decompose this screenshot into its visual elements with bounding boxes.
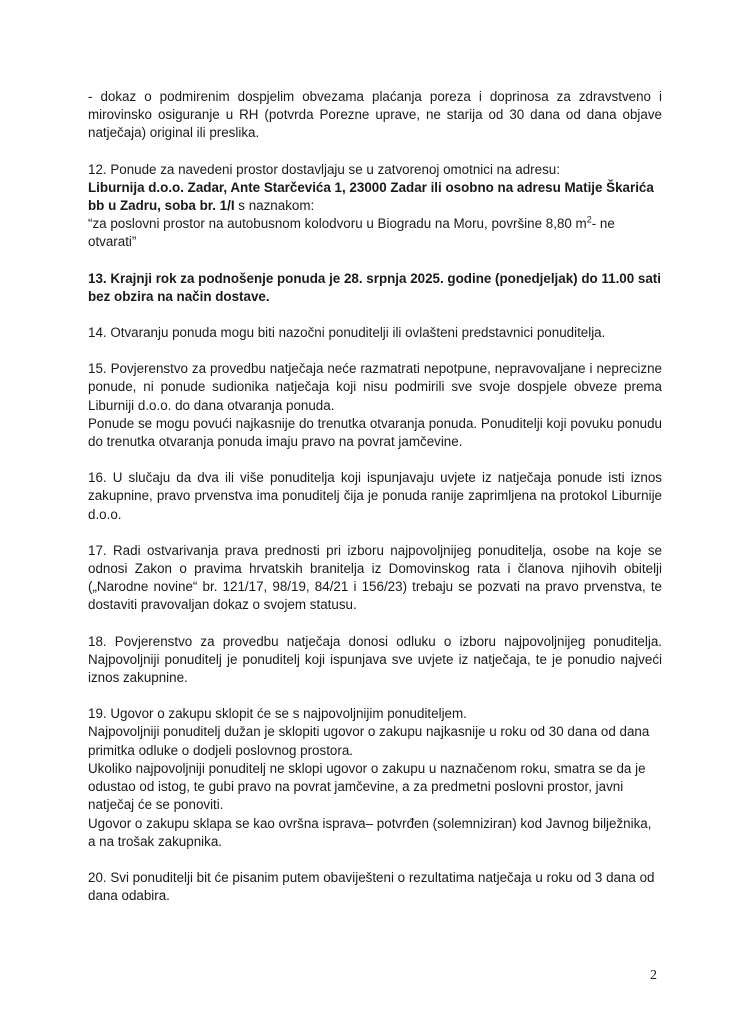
item-14-text: 14. Otvaranju ponuda mogu biti nazočni ponuditelji ili ovlašteni predstavnici ponuditelja. xyxy=(88,325,606,341)
item-12-marking-post: - ne otvarati” xyxy=(88,216,615,250)
item-12-marking xyxy=(88,215,662,251)
item-19-line-1: 19. Ugovor o zakupu sklopit će se s najpovoljnijim ponuditeljem. xyxy=(88,706,467,722)
paragraph-item-15 xyxy=(88,360,662,451)
paragraph-item-17 xyxy=(88,542,662,615)
item-18-text: 18. Povjerenstvo za provedbu natječaja donosi odluku o izboru najpovoljnijeg ponuditelja. Najpovoljniji ponuditelj je ponuditelj koji ispunjava sve uvjete iz natječaja, te je ponudio najveći iznos zakupnine. xyxy=(88,633,662,686)
item-12-marking-pre: “za poslovni prostor na autobusnom kolodvoru u Biogradu na Moru, površine 8,80 m xyxy=(88,216,587,232)
item-19-line-3: Ukoliko najpovoljniji ponuditelj ne sklopi ugovor o zakupu u naznačenom roku, smatra se da je odustao od istog, te gubi pravo na povrat jamčevine, a za predmetni poslovni prostor, javni natječaj će se ponoviti. xyxy=(88,760,646,813)
item-15-line-1: 15. Povjerenstvo za provedbu natječaja neće razmatrati nepotpune, nepravovaljane i neprecizne ponude, ni ponude sudionika natječaja koji nisu podmirili sve svoje dospjele obveze prema Liburniji d.o.o. do dana otvaranja ponuda. xyxy=(88,361,662,413)
item-12-intro: 12. Ponude za navedeni prostor dostavljaju se u zatvorenoj omotnici na adresu: xyxy=(88,161,560,177)
paragraph-item-16 xyxy=(88,469,662,524)
page-number: 2 xyxy=(650,968,657,983)
item-19-line-4: Ugovor o zakupu sklapa se kao ovršna isprava– potvrđen (solemniziran) kod Javnog bilježnika, a na trošak zakupnika. xyxy=(88,815,652,849)
item-12-address xyxy=(88,179,662,215)
item-12-marking-sup: 2 xyxy=(586,214,592,225)
item-13-text: 13. Krajnji rok za podnošenje ponuda je 28. srpnja 2025. godine (ponedjeljak) do 11.00 sati bez obzira na način dostave. xyxy=(88,270,661,304)
item-20-text: 20. Svi ponuditelji bit će pisanim putem obaviješteni o rezultatima natječaja u roku od 3 dana od dana odabira. xyxy=(88,869,655,904)
paragraph-item-12 xyxy=(88,161,662,252)
paragraph-item-19 xyxy=(88,705,662,851)
item-15-line-2: Ponude se mogu povući najkasnije do trenutka otvaranja ponuda. Ponuditelji koji povuku ponudu do trenutka otvaranja ponuda imaju pravo na povrat jamčevine. xyxy=(88,415,662,450)
paragraph-item-14 xyxy=(88,324,662,342)
paragraph-proof-of-payment xyxy=(88,88,662,143)
item-19-line-2: Najpovoljniji ponuditelj dužan je sklopiti ugovor o zakupu najkasnije u roku od 30 dana od dana primitka odluke o dodjeli poslovnog prostora. xyxy=(88,724,650,758)
paragraph-item-20 xyxy=(88,869,662,905)
paragraph-text: - dokaz o podmirenim dospjelim obvezama plaćanja poreza i doprinosa za zdravstveno i mirovinsko osiguranje u RH (potvrda Porezne uprave, ne starija od 30 dana od dana objave natječaja) original ili preslika. xyxy=(88,89,662,141)
item-12-address-bold: Liburnija d.o.o. Zadar, Ante Starčevića 1, 23000 Zadar ili osobno na adresu Matije Škarića bb u Zadru, soba br. 1/I xyxy=(88,179,654,214)
item-16-text: 16. U slučaju da dva ili više ponuditelja koji ispunjavaju uvjete iz natječaja ponude isti iznos zakupnine, pravo prvenstva ima ponuditelj čija je ponuda ranije zaprimljena na protokol Liburnije d.o.o. xyxy=(88,470,662,522)
paragraph-item-13 xyxy=(88,270,662,306)
item-17-text: 17. Radi ostvarivanja prava prednosti pri izboru najpovoljnijeg ponuditelja, osobe na koje se odnosi Zakon o pravima hrvatskih branitelja iz Domovinskog rata i članova njihovih obitelji („Narodne novine“ br. 121/17, 98/19, 84/21 i 156/23) trebaju se pozvati na pravo prvenstva, te dostaviti pravovaljan dokaz o svojem statusu. xyxy=(88,542,662,613)
item-12-address-tail: s naznakom: xyxy=(238,198,315,214)
document-body xyxy=(88,88,662,923)
paragraph-item-18 xyxy=(88,633,662,688)
